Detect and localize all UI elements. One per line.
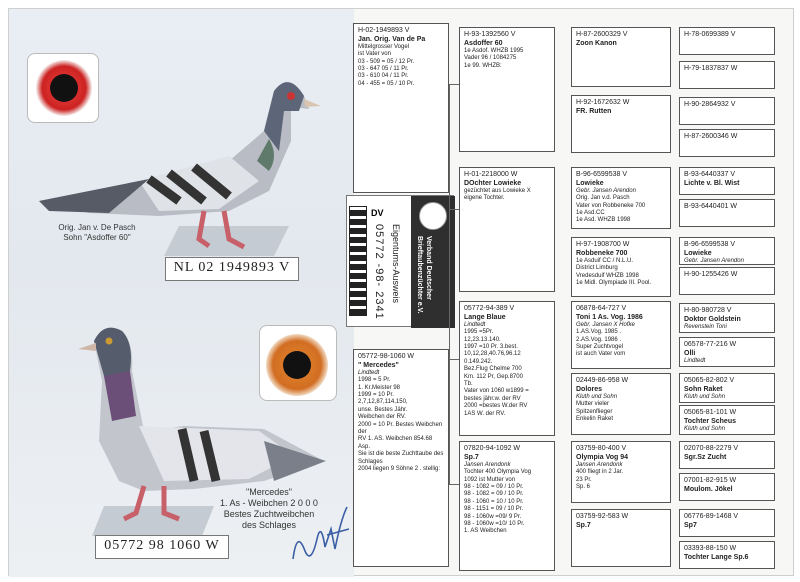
pedigree-gggp-2: H-79-1837837 W [679, 61, 775, 89]
pedigree-ggp-1: H-87-2600329 V Zoon Kanon [571, 27, 671, 87]
pedigree-gggp-16: 03393-88-150 W Tochter Lange Sp.6 [679, 541, 775, 569]
pedigree-gggp-15: 06776-89-1468 V Sp7 [679, 509, 775, 537]
pedigree-dam: 05772-98-1060 W " Mercedes" Lindtedt 1998 = 5 Pr. 1. Kr.Meister 98 1999 = 10 Pr. 2,7,12,87,114,150, unse. Bestes Jähr. Weibchen der RV. 2000 = 10 Pr. Bestes Weibchen der RV 1. AS. Weibchen 854.68 Asp. Sie ist die beste Zuchttaube des Schlages 2004 liegen 9 Söhne 2 . stellig: [353, 349, 449, 567]
top-bird-caption: Orig. Jan v. De Pasch Sohn "Asdoffer 60" [58, 223, 136, 242]
ownership-card [346, 195, 454, 327]
pedigree-ggp-5: 06878-64-727 V Toni 1 As. Vog. 1986 Gebr. Jansen X Hofke 1.AS.Vog. 1985 . 2.AS.Vog. 1986 . Super Zuchtvogel ist auch Vater vom [571, 301, 671, 369]
pedigree-granddam-1: H-01-2218000 W DOchter Lowieke gezüchtet aus Lowieke X eigene Tochter. [459, 167, 555, 292]
pedigree-gggp-8: H-90-1255426 W [679, 267, 775, 295]
pedigree-gggp-7: B-96-6599538 V Lowieke Gebr. Jansen Arendon [679, 237, 775, 265]
signature [287, 499, 357, 571]
pedigree-gggp-11: 05065-82-802 V Sohn Raket Kluth und Sohn [679, 373, 775, 403]
pedigree-gggp-5: B-93-6440337 V Lichte v. Bl. Wist [679, 167, 775, 195]
pedigree-gggp-13: 02070-88-2279 V Sgr.Sz Zucht [679, 441, 775, 469]
pedigree-ggp-3: B-96-6599538 V Lowieke Gebr. Jansen Arendon Orig. Jan v.d. Pasch Vater von Robbeneke 700 1e Asd.CC 1e Asd. WHZB 1998 [571, 167, 671, 229]
pedigree-sire: H-02-1949893 V Jan. Orig. Van de Pa Mittelgrosser Vogel ist Vater von 03 - 509 = 05 / 12 Pr. 03 - 647 05 / 11 Pr. 03 - 610 04 / 11 Pr. 04 - 455 = 05 / 10 Pr. [353, 23, 449, 193]
bottom-bird-caption: "Mercedes" 1. As - Weibchen 2 0 0 0 Bestes Zuchtweibchen des Schlages [220, 487, 318, 530]
pedigree-gggp-9: H-80-980728 V Doktor Goldstein Revenstein Toni [679, 303, 775, 333]
pedigree-grandsire-1: H-93-1392560 V Asdoffer 60 1e Asdof. WHZB 1995 Vader 96 / 1084275 1e 99. WHZB: [459, 27, 555, 152]
barcode-stripe [349, 206, 367, 316]
pedigree-sheet [8, 8, 794, 576]
pedigree-ggp-4: H-97-1908700 W Robbeneke 700 1e Asduif CC / N.L.U. District Limburg Vredesduif WHZB 1998 1e Midl. Olympiade III. Pool. [571, 237, 671, 297]
pedigree-gggp-14: 07001-82-915 W Moulom. Jökel [679, 473, 775, 501]
card-org: Verband Deutscher Brieftaubenzüchter e.V. [416, 236, 432, 314]
bottom-bird-ring-label: 05772 98 1060 W [95, 535, 229, 559]
eagle-icon [419, 202, 447, 230]
pedigree-gggp-6: B-93-6440401 W [679, 199, 775, 227]
pedigree-gggp-3: H-90-2864932 V [679, 97, 775, 125]
connector [449, 484, 459, 485]
card-dv-label: DV [371, 208, 384, 218]
photo-panel [9, 9, 354, 577]
pedigree-gggp-1: H-78-0699389 V [679, 27, 775, 55]
pedigree-gggp-12: 05065-81-101 W Tochter Scheus Kluth und Sohn [679, 405, 775, 435]
pedigree-granddam-2: 07820-94-1092 W Sp.7 Jansen Arendonk Tochter 400 Olympia Vog 1092 ist Mutter von 98 - 1082 = 09 / 10 Pr. 98 - 1082 = 09 / 10 Pr. 98 - 1060 = 10 / 10 Pr. 98 - 1151 = 09 / 10 Pr. 98 - 1060w =09/ 9 Pr. 98 - 1060w =10/ 10 Pr. 1. AS Weibchen [459, 441, 555, 571]
connector [449, 359, 459, 360]
card-title: Eigentums-Ausweis [391, 224, 401, 304]
connector [449, 84, 459, 85]
pedigree-grandsire-2: 05772-94-389 V Lange Blaue Lindtedt 1995 =5Pr. 12,23.13.140. 1997 =10 Pr. 3.best. 10,12,28,40.76,96.12 0.149.242. Bez.Flug Chelme 700 Km. 112 Pr, Gep.8700 Tb. Vater von 1060 w1899 = bestes jähr.w. der RV 2000 =bestes W.der RV 1AS W. der RV. [459, 301, 555, 436]
connector [449, 84, 459, 484]
pedigree-ggp-8: 03759-92-583 W Sp.7 [571, 509, 671, 567]
pedigree-ggp-6: 02449-86-958 W Dolores Kluth und Sohn Mutter vieler Spitzenflieger Enkelin Raket [571, 373, 671, 435]
pedigree-ggp-7: 03759-80-400 V Olympia Vog 94 Jansen Arendonk 400 fliegt in 2 Jar. 23 Pr. Sp. 6 [571, 441, 671, 503]
card-ring-number: 05772 -98- 2341 [373, 224, 385, 320]
connector [449, 209, 459, 210]
pedigree-gggp-4: H-87-2600346 W [679, 129, 775, 157]
pedigree-gggp-10: 06578-77-216 W Olli Lindtedt [679, 337, 775, 367]
top-bird-ring-label: NL 02 1949893 V [165, 257, 299, 281]
pedigree-ggp-2: H-92-1672632 W FR. Rutten [571, 95, 671, 153]
